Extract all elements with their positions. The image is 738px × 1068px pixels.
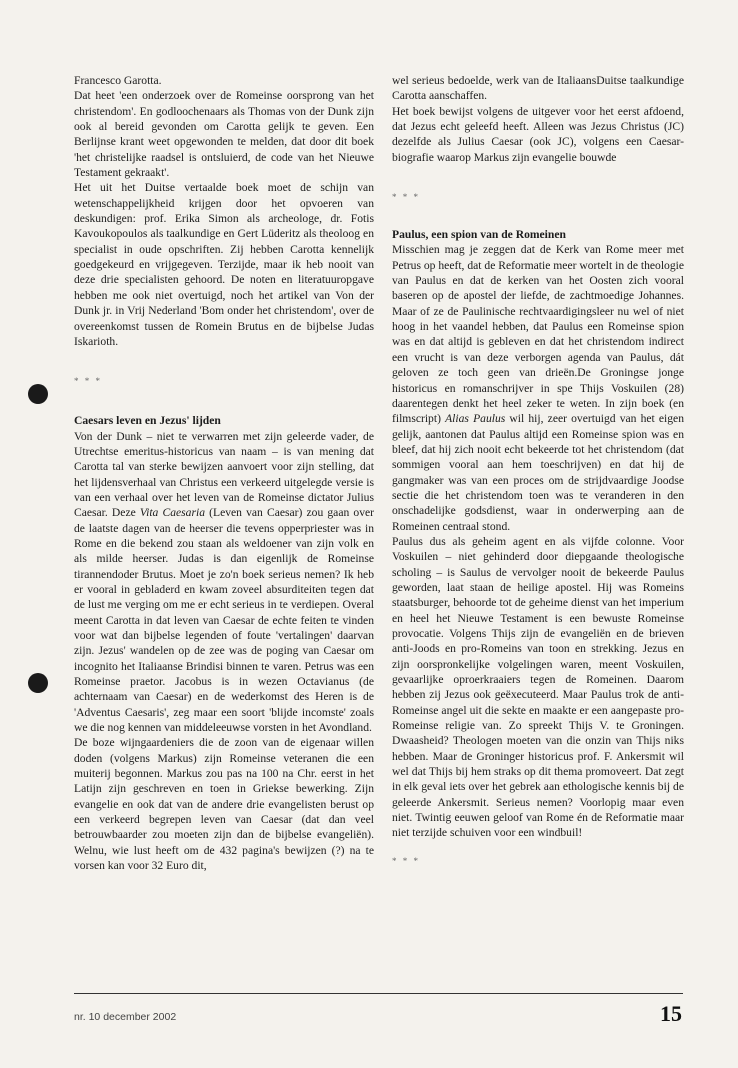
binder-hole-bottom bbox=[28, 673, 48, 693]
left-column bbox=[74, 73, 374, 874]
text-run: (Leven van Caesar) zou gaan over de laatste dagen van de heerser die tevens opperpriester was in Rome en die bekend zou staan als weldoener van zijn volk en als milde heerser. Judas is dan eigenlijk de Romeinse tirannendoder Brutus. Moet je zo'n boek serieus nemen? Ik heb er vooral in gebladerd en kwam zoveel absurditeiten tegen dat de lust me verging om me er echt serieus in te verdiepen. Overal meent Carotta in dat leven van Caesar de echte feiten te vinden voor wat dan bijbelse legenden of foute 'vertalingen' daarvan zijn. Jezus' wandelen op de zee was de poging van Caesar om incognito het Italiaanse Brindisi binnen te varen. Petrus was een Romeinse praetor. Jacobus is in wezen Octavianus (de achternaam van Caesar) en de wederkomst des Heren is de 'Adventus Caesaris', zeg maar een soort 'blijde incomste' zoals we die nog kennen van middeleeuwse vorsten in het Avondland. bbox=[74, 506, 374, 735]
section-heading: Caesars leven en Jezus' lijden bbox=[74, 414, 221, 428]
paragraph bbox=[392, 242, 684, 534]
page-number: 15 bbox=[660, 1001, 682, 1026]
text-run: Misschien mag je zeggen dat de Kerk van Rome meer met Petrus op heeft, dat de Reformatie meer wortelt in de theologie van Paulus en dat de kerken van het Oosten zich vooral baseren op de apostel der liefde, de zachtmoedige Johannes. Maar of ze de Paulinische rechtvaardigingsleer nu wel of niet hoog in het vaandel hebben, dat Paulus een Romeinse spion was en dat altijd is gebleven en dat het christendom indirect een vrucht is van deze verborgen agenda van Paulus, dát geloven ze toch geen van drieën.De Groningse jonge historicus en romanschrijver in spe Thijs Voskuilen (28) daarentegen denkt het heel zeker te weten. In zijn boek (en filmscript) bbox=[392, 243, 685, 426]
text-run: wil hij, zeer overtuigd van het eigen gelijk, aantonen dat Paulus altijd een Romeinse spion was en bleef, dat hij zich nooit echt bekeerde tot het christendom (dat sommigen vooral aan hem toeschrijven) en dat hij de gangmaker was van een proces om de strijdvaardige Joodse sectie die het christendom toen was te veranderen in den onschadelijke godsdienst, waar in onderwerping aan de Romeinen centraal stond. bbox=[392, 412, 685, 533]
right-column bbox=[392, 73, 684, 867]
italic-title: Alias Paulus bbox=[445, 412, 506, 426]
binder-hole-top bbox=[28, 384, 48, 404]
text-run: Von der Dunk – niet te verwarren met zijn geleerde vader, de Utrechtse emeritus-historicus van naam – is van mening dat Carotta tal van sterke bewijzen aanvoert voor zijn stelling, dat het lijdensverhaal van Christus een verkeerd uitgelegde versie is van een verhaal over het leven van de Romeinse dictator Julius Caesar. Deze bbox=[74, 429, 374, 520]
section-heading: Paulus, een spion van de Romeinen bbox=[392, 228, 566, 242]
paragraph: Dat heet 'een onderzoek over de Romeinse oorsprong van het christendom'. En godloochenaars als Thomas von der Dunk zijn ook al bereid gevonden om Carotta gelijk te geven. Een Berlijnse krant weet opgewonden te melden, dat door dit boek 'het christelijke raadsel is ontsluierd, de code van het Nieuwe Testament gekraakt'. bbox=[74, 89, 374, 180]
paragraph: Het boek bewijst volgens de uitgever voor het eerst afdoend, dat Jezus echt geleefd heeft. Alleen was Jezus Christus (JC) dezelfde als Julius Caesar (ook JC), volgens een Caesar-biografie waarop Markus zijn evangelie bouwde bbox=[392, 104, 684, 164]
paragraph bbox=[74, 429, 374, 736]
paragraph: Het uit het Duitse vertaalde boek moet de schijn van wetenschappelijkheid krijgen door het opvoeren van deskundigen: prof. Erika Simon als archeologe, dr. Fotis Kavoukopoulos als taalkundige en Gert Lüderitz als theoloog en specialist in oude opschriften. Zij hebben Carotta kennelijk goedgekeurd en vrijgegeven. Terzijde, maar ik heb nooit van deze drie specialisten gehoord. De noten en literatuuropgave hebben me ook niet overtuigd, noch het artikel van Von der Dunk jr. in Vrij Nederland 'Bom onder het christendom', over de overeenkomst tussen de Romein Brutus en de bijbelse Judas Iskarioth. bbox=[74, 181, 374, 348]
italic-title: Vita Caesaria bbox=[139, 506, 205, 520]
paragraph: wel serieus bedoelde, werk van de ItaliaansDuitse taalkundige Carotta aanschaffen. bbox=[392, 74, 684, 103]
footer-rule bbox=[74, 993, 683, 994]
issue-label: nr. 10 december 2002 bbox=[74, 1011, 177, 1023]
section-separator: * * * bbox=[74, 376, 102, 387]
paragraph: Francesco Garotta. bbox=[74, 74, 162, 87]
section-separator: * * * bbox=[392, 855, 420, 866]
section-separator: * * * bbox=[392, 192, 420, 203]
paragraph: De boze wijngaardeniers die de zoon van de eigenaar willen doden (volgens Markus) zijn Romeinse veteranen die een muiterij begonnen. Markus zou pas na 100 na Chr. eerst in het Latijn zijn geschreven en toen in Griekse bewerking. Zijn evangelie en ook dat van de andere drie evangelisten berust op een verkeerd begrepen leven van Caesar (dat dan veel betrouwbaarder zou moeten zijn dan de bijbelse evangeliën). Welnu, wie lust heeft om de 432 pagina's bewijzen (?) na te vorsen kan voor 32 Euro dit, bbox=[74, 736, 374, 873]
paragraph: Paulus dus als geheim agent en als vijfde colonne. Voor Voskuilen – niet gehinderd door diepgaande theologische scholing – is Saulus de vervolger nooit de bekeerde Paulus geworden, laat staan de heilige apostel. Hij was Romeins staatsburger, behoorde tot de geheime dienst van het imperium en heel het Nieuwe Testament is een bewuste Romeinse provocatie. Volgens Thijs zijn de evangeliën en de brieven anti-Joods en pro-Romeins van toon en strekking. Jezus en zijn oorspronkelijke volgelingen waren, meent Voskuilen, gevaarlijke oproerkraaiers tegen de Romeinen. Daarom hebben zij Jezus ook geëxecuteerd. Maar Paulus trok de anti-Romeinse angel uit die sekte en maakte er een aangepaste pro-Romeinse religie van. Zo spreekt Thijs V. te Groningen. Dwaasheid? Theologen moeten van die onzin van Thijs niks hebben. Maar de Groninger historicus prof. F. Ankersmit wil wel dat Thijs bij hem straks op dit thema promoveert. Dat zegt in elk geval iets over het gebrek aan ethologische kennis bij de geleerde Ankersmit. Serieus nemen? Voorlopig maar even niet. Twintig eeuwen geloof van Rome én de Reformatie maar niet terzijde schuiven voor een windbuil! bbox=[392, 534, 684, 840]
